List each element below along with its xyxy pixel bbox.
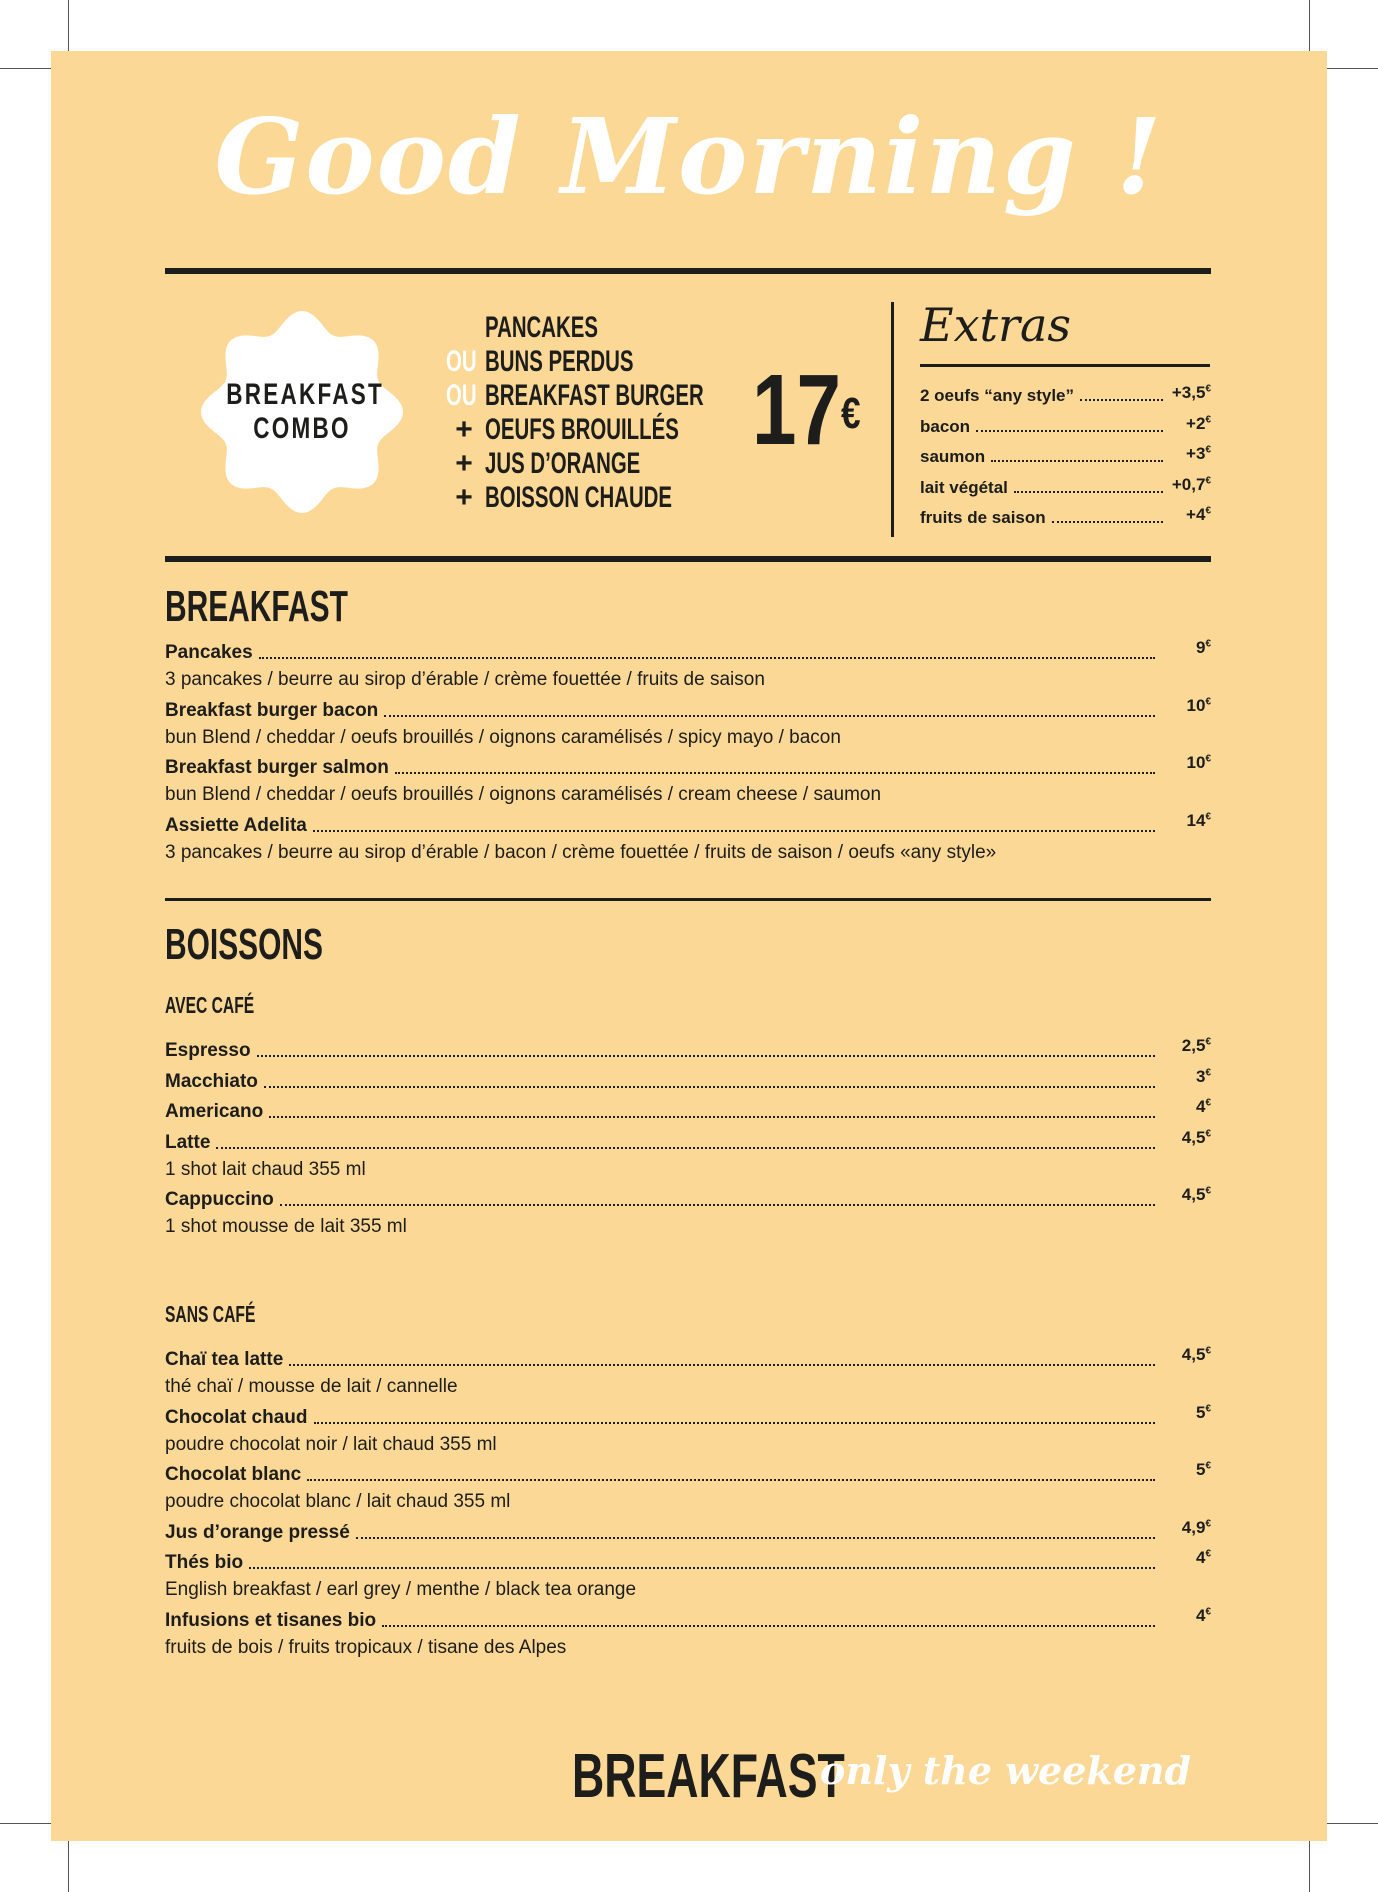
dot-leader <box>314 1422 1155 1424</box>
price-value: 4,5 <box>1181 1185 1206 1204</box>
item-name: Pancakes <box>165 642 253 663</box>
price-value: 4,5 <box>1181 1345 1206 1364</box>
menu-item <box>165 1517 1211 1544</box>
currency-symbol: € <box>1205 1402 1211 1414</box>
item-description: thé chaï / mousse de lait / cannelle <box>165 1376 458 1397</box>
plus-icon: + <box>455 481 473 514</box>
item-description: 3 pancakes / beurre au sirop d’érable / bacon / crème fouettée / fruits de saison / oeufs «any style» <box>165 841 997 863</box>
item-price <box>1159 1128 1211 1148</box>
item-name: Thés bio <box>165 1552 244 1573</box>
combo-item <box>446 481 673 515</box>
combo-item-label: BUNS PERDUS <box>485 345 634 378</box>
divider <box>165 268 1211 274</box>
item-name: Breakfast burger salmon <box>165 757 389 778</box>
price-value: 9 <box>1195 638 1206 657</box>
price-value: 4 <box>1195 1605 1206 1625</box>
currency-symbol: € <box>1205 474 1211 486</box>
price-value: 10 <box>1186 753 1206 772</box>
item-name: 2 oeufs “any style” <box>920 386 1075 405</box>
dot-leader <box>289 1364 1155 1366</box>
dot-leader <box>1052 521 1163 523</box>
price-value: 3 <box>1195 1066 1206 1086</box>
vertical-divider <box>891 302 894 537</box>
price-value: +0,7 <box>1171 474 1206 494</box>
combo-item-label: OEUFS BROUILLÉS <box>485 413 679 446</box>
menu-item <box>165 1127 1211 1154</box>
extras-item <box>920 505 1211 528</box>
currency-symbol: € <box>1205 695 1211 707</box>
dot-leader <box>1014 491 1163 493</box>
combo-item-label: JUS D’ORANGE <box>485 447 641 480</box>
combo-item <box>446 379 704 413</box>
dot-leader <box>269 1116 1155 1118</box>
item-name: Chaï tea latte <box>165 1349 284 1370</box>
item-name: Chocolat blanc <box>165 1464 302 1485</box>
price-value: +3 <box>1186 444 1206 463</box>
crop-mark <box>1309 0 1310 56</box>
item-price <box>1167 414 1211 434</box>
item-price <box>1159 1606 1211 1626</box>
currency-symbol: € <box>1205 1066 1211 1078</box>
item-description: English breakfast / earl grey / menthe / black tea orange <box>165 1579 637 1600</box>
combo-item <box>446 311 598 345</box>
currency-symbol: € <box>1205 638 1211 650</box>
price-value: 14 <box>1186 810 1206 830</box>
item-price <box>1159 638 1211 658</box>
item-price <box>1159 1097 1211 1117</box>
price-value: 2,5 <box>1181 1036 1206 1055</box>
currency-symbol: € <box>1205 1097 1211 1109</box>
currency-symbol: € <box>1205 753 1211 765</box>
dot-leader <box>280 1204 1155 1206</box>
combo-badge-label: BREAKFAST COMBO <box>226 378 385 445</box>
item-name: Latte <box>165 1131 211 1153</box>
crop-mark <box>0 1823 56 1824</box>
item-description: poudre chocolat noir / lait chaud 355 ml <box>165 1433 497 1455</box>
dot-leader <box>395 772 1155 774</box>
item-price <box>1167 475 1211 495</box>
item-description: 3 pancakes / beurre au sirop d’érable / crème fouettée / fruits de saison <box>165 669 765 690</box>
menu-item <box>165 1036 1211 1062</box>
menu-item <box>165 1185 1211 1211</box>
price-value: +2 <box>1186 413 1206 433</box>
subheading-avec-cafe: AVEC CAFÉ <box>165 992 255 1018</box>
item-name: Chocolat chaud <box>165 1406 308 1428</box>
item-name: saumon <box>920 447 986 466</box>
dot-leader <box>264 1086 1155 1088</box>
plus-icon: + <box>455 447 473 480</box>
currency-symbol: € <box>1205 1345 1211 1357</box>
menu-item <box>165 1402 1211 1429</box>
item-description: 1 shot mousse de lait 355 ml <box>165 1216 407 1237</box>
item-name: bacon <box>920 416 971 436</box>
currency-symbol: € <box>1205 413 1211 425</box>
menu-item <box>165 695 1211 722</box>
menu-item <box>165 638 1211 664</box>
price-value: 5 <box>1195 1460 1206 1479</box>
currency-symbol: € <box>1205 1605 1211 1617</box>
section-heading-boissons: BOISSONS <box>165 920 323 969</box>
item-name: Infusions et tisanes bio <box>165 1609 377 1631</box>
item-price <box>1159 1036 1211 1056</box>
crop-mark <box>0 68 56 69</box>
footer-title: BREAKFAST <box>572 1742 845 1811</box>
currency-symbol: € <box>1205 1185 1211 1197</box>
menu-item <box>165 1605 1211 1632</box>
price-value: +3,5 <box>1171 383 1206 402</box>
item-price <box>1159 1403 1211 1423</box>
combo-item <box>446 345 634 379</box>
item-name: Jus d’orange pressé <box>165 1521 350 1543</box>
footer-tagline: only the weekend <box>820 1748 1192 1793</box>
currency-symbol: € <box>1205 1127 1211 1139</box>
combo-item <box>446 447 641 481</box>
menu-item <box>165 753 1211 779</box>
item-description: 1 shot lait chaud 355 ml <box>165 1158 366 1180</box>
divider <box>920 364 1210 367</box>
extras-item <box>920 383 1211 406</box>
extras-item <box>920 444 1211 467</box>
item-name: lait végétal <box>920 477 1008 497</box>
combo-item <box>446 413 679 447</box>
item-price <box>1159 811 1211 831</box>
dot-leader <box>991 460 1163 462</box>
item-name: Espresso <box>165 1040 251 1061</box>
dot-leader <box>249 1567 1155 1569</box>
combo-prefix: OU <box>446 345 477 378</box>
dot-leader <box>216 1147 1155 1149</box>
dot-leader <box>356 1537 1155 1539</box>
extras-title: Extras <box>920 298 1072 352</box>
combo-price: 17€ <box>752 354 861 466</box>
divider <box>165 898 1211 901</box>
dot-leader <box>1080 399 1163 401</box>
menu-item <box>165 810 1211 837</box>
crop-mark <box>68 0 69 56</box>
section-heading-breakfast: BREAKFAST <box>165 582 348 631</box>
item-description: fruits de bois / fruits tropicaux / tisane des Alpes <box>165 1636 567 1658</box>
item-price <box>1159 1518 1211 1538</box>
item-description: bun Blend / cheddar / oeufs brouillés / oignons caramélisés / cream cheese / saumon <box>165 784 882 805</box>
item-price <box>1159 1460 1211 1480</box>
item-price <box>1159 696 1211 716</box>
currency-symbol: € <box>1205 505 1211 517</box>
price-value: 5 <box>1195 1402 1206 1422</box>
dot-leader <box>976 430 1163 432</box>
dot-leader <box>257 1055 1155 1057</box>
item-description: poudre chocolat blanc / lait chaud 355 ml <box>165 1491 511 1512</box>
price-value: 4 <box>1195 1548 1206 1567</box>
crop-mark <box>1322 68 1378 69</box>
combo-prefix: OU <box>446 379 477 412</box>
item-price <box>1159 1548 1211 1568</box>
menu-item <box>165 1548 1211 1574</box>
item-description: bun Blend / cheddar / oeufs brouillés / oignons caramélisés / spicy mayo / bacon <box>165 726 841 748</box>
dot-leader <box>382 1625 1155 1627</box>
subheading-sans-cafe: SANS CAFÉ <box>165 1301 256 1327</box>
item-name: Macchiato <box>165 1070 258 1092</box>
item-name: Americano <box>165 1101 264 1122</box>
item-name: Cappuccino <box>165 1189 274 1210</box>
item-price <box>1159 1067 1211 1087</box>
currency-symbol: € <box>1205 1460 1211 1472</box>
currency-symbol: € <box>1205 444 1211 456</box>
dot-leader <box>313 830 1155 832</box>
price-value: 4 <box>1195 1097 1206 1116</box>
price-value: 10 <box>1186 695 1206 715</box>
item-name: Assiette Adelita <box>165 814 307 836</box>
item-price <box>1159 1185 1211 1205</box>
combo-item-label: BREAKFAST BURGER <box>485 379 704 412</box>
divider <box>165 556 1211 562</box>
item-price <box>1159 753 1211 773</box>
item-name: Breakfast burger bacon <box>165 699 379 721</box>
dot-leader <box>259 657 1155 659</box>
price-value: 4,5 <box>1181 1127 1206 1147</box>
crop-mark <box>1309 1836 1310 1892</box>
combo-item-label: PANCAKES <box>485 311 598 344</box>
extras-item <box>920 413 1211 437</box>
menu-item <box>165 1066 1211 1093</box>
item-price <box>1159 1345 1211 1365</box>
combo-item-label: BOISSON CHAUDE <box>485 481 673 514</box>
currency-symbol: € <box>1205 1036 1211 1048</box>
price-value: +4 <box>1186 505 1206 524</box>
menu-item <box>165 1097 1211 1123</box>
currency-symbol: € <box>1205 1517 1211 1529</box>
currency-symbol: € <box>1205 383 1211 395</box>
menu-item <box>165 1345 1211 1371</box>
currency-symbol: € <box>1205 810 1211 822</box>
price-value: 4,9 <box>1181 1517 1206 1537</box>
item-price <box>1167 444 1211 464</box>
item-price <box>1167 505 1211 525</box>
plus-icon: + <box>455 413 473 446</box>
item-price <box>1167 383 1211 403</box>
extras-item <box>920 474 1211 498</box>
item-name: fruits de saison <box>920 508 1046 527</box>
currency-symbol: € <box>1205 1548 1211 1560</box>
dot-leader <box>384 715 1155 717</box>
dot-leader <box>307 1479 1155 1481</box>
menu-item <box>165 1460 1211 1486</box>
page-title: Good Morning ! <box>214 95 1164 218</box>
crop-mark <box>1322 1823 1378 1824</box>
crop-mark <box>68 1836 69 1892</box>
